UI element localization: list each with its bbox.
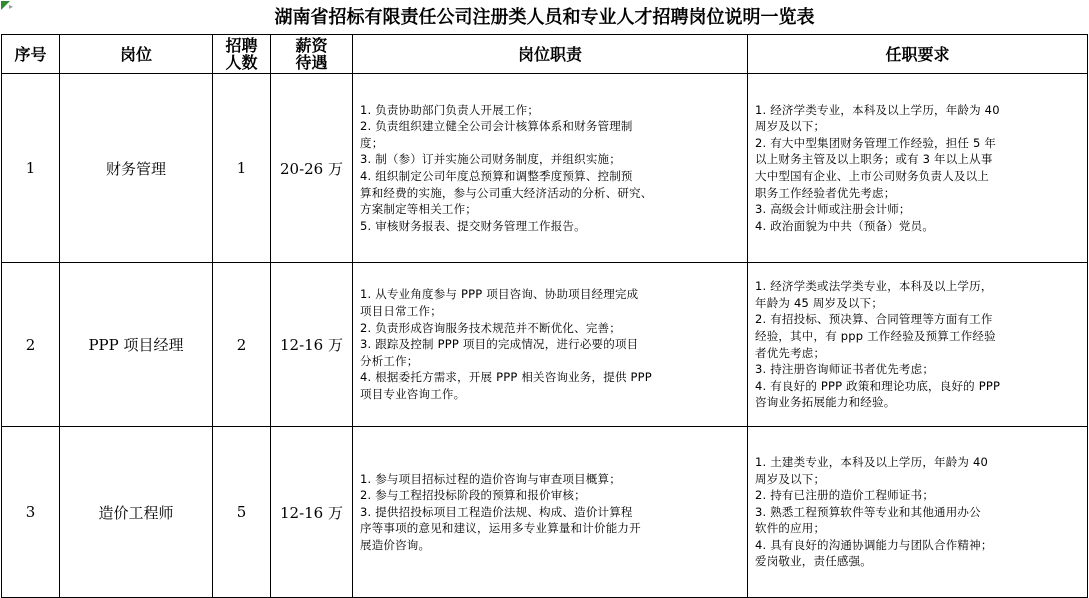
requirement-line: 年龄为 45 周岁及以下；	[755, 295, 884, 310]
requirement-line: 软件的应用；	[755, 521, 826, 536]
header-salary-line2: 待遇	[295, 53, 328, 72]
cell-requirements[interactable]	[748, 74, 1088, 263]
header-count-line2: 人数	[225, 53, 258, 72]
duty-line: 项目专业咨询工作。	[360, 386, 466, 401]
cell-position[interactable]: 财务管理	[60, 74, 213, 263]
duty-line: 3. 跟踪及控制 PPP 项目的完成情况，进行必要的项目	[360, 337, 639, 352]
requirement-line: 周岁及以下；	[755, 119, 826, 134]
duty-line: 4. 根据委托方需求，开展 PPP 相关咨询业务，提供 PPP	[360, 370, 652, 385]
sheet-dropdown-arrow-icon[interactable]: ▸	[9, 2, 14, 11]
duty-line: 4. 组织制定公司年度总预算和调整季度预算、控制预	[360, 169, 633, 183]
cell-seq[interactable]: 3	[2, 427, 60, 598]
cell-seq[interactable]: 1	[2, 74, 60, 263]
duty-line: 3. 制（参）订并实施公司财务制度，并组织实施；	[360, 152, 621, 167]
cell-duties[interactable]	[353, 263, 748, 427]
header-requirements[interactable]: 任职要求	[748, 35, 1088, 74]
cell-position[interactable]: 造价工程师	[60, 427, 213, 598]
requirement-line: 3. 高级会计师或注册会计师；	[755, 202, 911, 217]
job-positions-table	[1, 34, 1088, 598]
header-count-line1: 招聘	[225, 36, 258, 55]
table-row	[2, 427, 1088, 598]
duty-line: 1. 参与项目招标过程的造价咨询与审查项目概算；	[360, 471, 621, 486]
duty-line: 算和经费的实施，参与公司重大经济活动的分析、研究、	[360, 185, 653, 200]
duty-line: 分析工作；	[360, 353, 419, 368]
header-seq[interactable]: 序号	[2, 35, 60, 74]
requirement-line: 职务工作经验者优先考虑；	[755, 185, 896, 200]
duty-line: 2. 负责组织建立健全公司会计核算体系和财务管理制	[360, 119, 633, 134]
cell-count[interactable]: 2	[213, 263, 271, 427]
requirement-line: 3. 熟悉工程预算软件等专业和其他通用办公	[755, 504, 981, 519]
header-row	[2, 35, 1088, 74]
cell-position[interactable]: PPP 项目经理	[60, 263, 213, 427]
requirement-line: 4. 有良好的 PPP 政策和理论功底，良好的 PPP	[755, 378, 1001, 393]
duty-line: 项目日常工作；	[360, 304, 442, 319]
header-salary-line1: 薪资	[295, 36, 328, 55]
duty-line: 2. 参与工程招投标阶段的预算和报价审核；	[360, 488, 586, 503]
cell-duties[interactable]	[353, 427, 748, 598]
requirement-line: 2. 持有已注册的造价工程师证书；	[755, 488, 935, 503]
cell-duties[interactable]	[353, 74, 748, 263]
requirement-line: 经验，其中，有 ppp 工作经验及预算工作经验	[755, 328, 996, 343]
requirement-line: 1. 土建类专业，本科及以上学历，年龄为 40	[755, 454, 989, 469]
cell-count[interactable]: 5	[213, 427, 271, 598]
requirement-line: 大中型国有企业、上市公司财务负责人及以上	[755, 169, 989, 183]
table-row	[2, 263, 1088, 427]
requirement-line: 以上财务主管及以上职务；或有 3 年以上从事	[755, 152, 993, 167]
requirement-line: 爱岗敬业，责任感强。	[755, 554, 872, 569]
header-count[interactable]	[213, 35, 271, 74]
requirement-line: 1. 经济学类专业，本科及以上学历，年龄为 40	[755, 102, 1000, 117]
table-title: 湖南省招标有限责任公司注册类人员和专业人才招聘岗位说明一览表	[274, 7, 815, 28]
duty-line: 1. 从专业角度参与 PPP 项目咨询、协助项目经理完成	[360, 287, 639, 302]
requirement-line: 咨询业务拓展能力和经验。	[755, 395, 896, 410]
duty-line: 1. 负责协助部门负责人开展工作；	[360, 102, 540, 117]
header-duties[interactable]: 岗位职责	[353, 35, 748, 74]
requirement-line: 4. 政治面貌为中共（预备）党员。	[755, 218, 935, 233]
requirement-line: 1. 经济学类或法学类专业，本科及以上学历，	[755, 279, 993, 294]
requirement-line: 2. 有招投标、预决算、合同管理等方面有工作	[755, 312, 993, 327]
duty-line: 方案制定等相关工作；	[360, 202, 477, 217]
cell-salary[interactable]: 12-16 万	[271, 263, 353, 427]
duty-line: 序等事项的意见和建议，运用多专业算量和计价能力开	[360, 521, 641, 536]
cell-requirements[interactable]	[748, 263, 1088, 427]
cell-salary[interactable]: 20-26 万	[271, 74, 353, 263]
header-position[interactable]: 岗位	[60, 35, 213, 74]
cell-count[interactable]: 1	[213, 74, 271, 263]
requirement-line: 4. 具有良好的沟通协调能力与团队合作精神；	[755, 537, 993, 552]
cell-salary[interactable]: 12-16 万	[271, 427, 353, 598]
duty-line: 5. 审核财务报表、提交财务管理工作报告。	[360, 218, 586, 233]
requirement-line: 2. 有大中型集团财务管理工作经验，担任 5 年	[755, 135, 997, 150]
requirement-line: 3. 持注册咨询师证书者优先考虑；	[755, 362, 935, 377]
duty-line: 3. 提供招投标项目工程造价法规、构成、造价计算程	[360, 504, 633, 519]
cell-requirements[interactable]	[748, 427, 1088, 598]
header-salary[interactable]	[271, 35, 353, 74]
table-row	[2, 74, 1088, 263]
requirement-line: 周岁及以下；	[755, 471, 826, 486]
duty-line: 展造价咨询。	[360, 537, 431, 552]
duty-line: 度；	[360, 135, 384, 150]
requirement-line: 者优先考虑；	[755, 345, 826, 360]
cell-seq[interactable]: 2	[2, 263, 60, 427]
duty-line: 2. 负责形成咨询服务技术规范并不断优化、完善；	[360, 320, 621, 335]
